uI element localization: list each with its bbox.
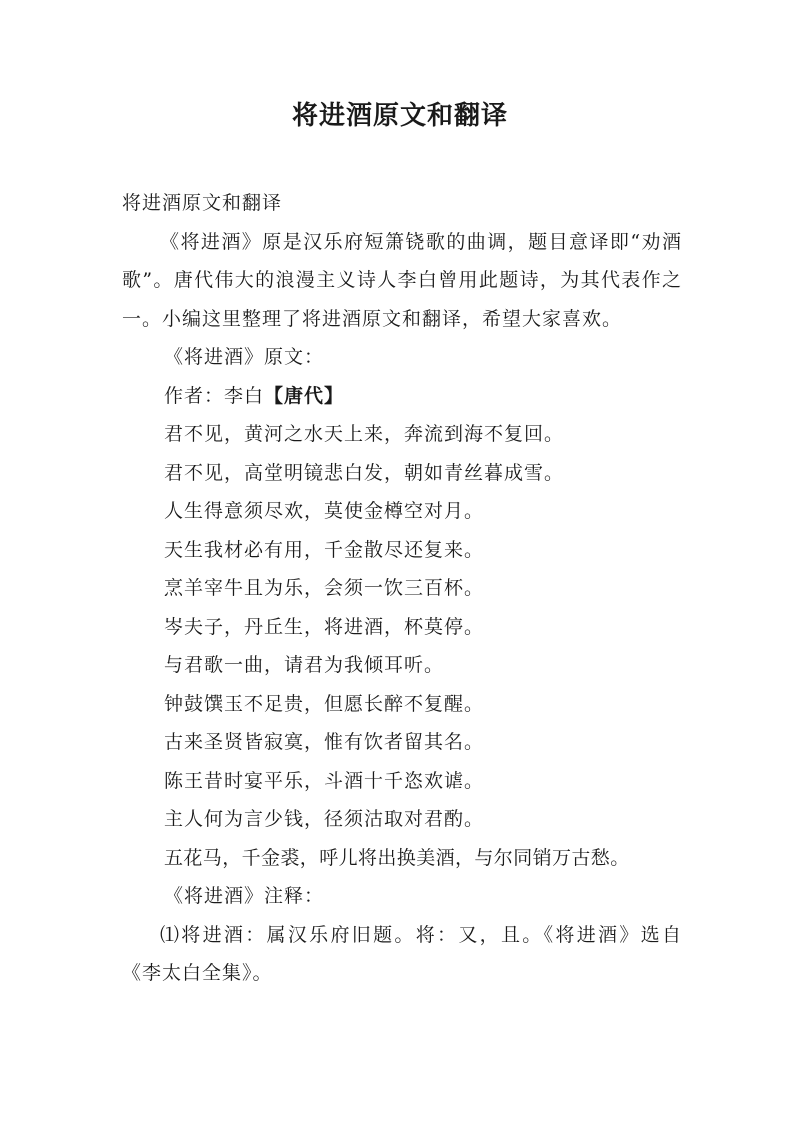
document-body <box>122 184 682 993</box>
author-dynasty: 【唐代】 <box>264 384 345 407</box>
poem-line-7: 与君歌一曲，请君为我倾耳听。 <box>164 654 445 676</box>
poem-line-2: 君不见，高堂明镜悲白发，朝如青丝暮成雪。 <box>164 461 565 484</box>
document-title: 将进酒原文和翻译 <box>291 101 508 131</box>
poem-line-11: 主人何为言少钱，径须沽取对君酌。 <box>164 808 485 830</box>
poem-line-4: 天生我材必有用，千金散尽还复来。 <box>164 538 485 561</box>
original-heading: 《将进酒》原文： <box>164 346 325 368</box>
poem-line-5: 烹羊宰牛且为乐，会须一饮三百杯。 <box>164 577 485 599</box>
poem-line-12: 五花马，千金裘，呼儿将出换美酒，与尔同销万古愁。 <box>164 846 630 869</box>
author-label: 作者：李白 <box>164 384 265 407</box>
intro-paragraph: 《将进酒》原是汉乐府短箫铙歌的曲调，题目意译即“劝酒歌”。唐代伟大的浪漫主义诗人李白曾用此题诗，为其代表作之一。小编这里整理了将进酒原文和翻译，希望大家喜欢。 <box>122 230 682 330</box>
poem-line-1: 君不见，黄河之水天上来，奔流到海不复回。 <box>164 423 565 445</box>
note-1: ⑴将进酒：属汉乐府旧题。将：又，且。《将进酒》选自《李太白全集》。 <box>122 923 682 984</box>
poem-line-9: 古来圣贤皆寂寞，惟有饮者留其名。 <box>164 731 485 753</box>
author-line <box>122 377 682 416</box>
poem-line-8: 钟鼓馔玉不足贵，但愿长醉不复醒。 <box>164 692 485 715</box>
document-subtitle: 将进酒原文和翻译 <box>122 192 283 214</box>
notes-heading: 《将进酒》注释： <box>164 885 325 907</box>
poem-line-3: 人生得意须尽欢，莫使金樽空对月。 <box>164 500 485 522</box>
poem-line-10: 陈王昔时宴平乐，斗酒十千恣欢谑。 <box>164 769 485 792</box>
poem-line-6: 岑夫子，丹丘生，将进酒，杯莫停。 <box>164 615 485 638</box>
